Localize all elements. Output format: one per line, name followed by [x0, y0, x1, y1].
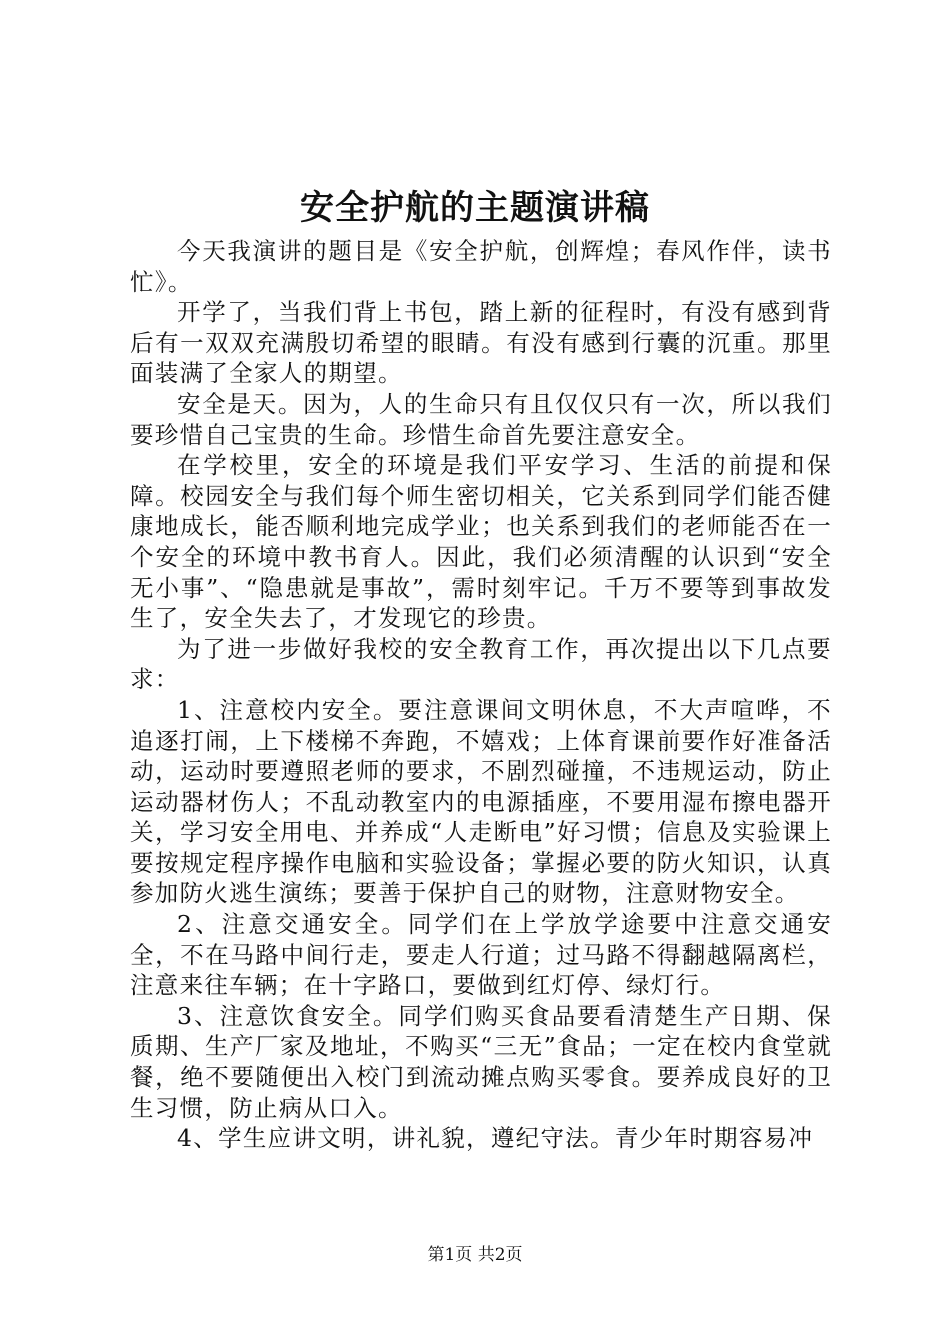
paragraph-6: 1、注意校内安全。要注意课间文明休息，不大声喧哗，不追逐打闹，上下楼梯不奔跑，不嬉戏；上体育课前要作好准备活动，运动时要遵照老师的要求，不剧烈碰撞，不违规运动，防止运动器材伤人；不乱动教室内的电源插座，不要用湿布擦电器开关，学习安全用电、并养成“人走断电”好习惯；信息及实验课上要按规定程序操作电脑和实验设备；掌握必要的防火知识，认真参加防火逃生演练；要善于保护自己的财物，注意财物安全。 [130, 695, 832, 908]
paragraph-1: 今天我演讲的题目是《安全护航，创辉煌；春风作伴，读书忙》。 [130, 237, 832, 296]
paragraph-7: 2、注意交通安全。同学们在上学放学途要中注意交通安全，不在马路中间行走，要走人行道；过马路不得翻越隔离栏，注意来往车辆；在十字路口，要做到红灯停、绿灯行。 [130, 910, 832, 1000]
paragraph-9: 4、学生应讲文明，讲礼貌，遵纪守法。青少年时期容易冲 [177, 1124, 814, 1153]
paragraph-8: 3、注意饮食安全。同学们购买食品要看清楚生产日期、保质期、生产厂家及地址，不购买“三无”食品；一定在校内食堂就餐，绝不要随便出入校门到流动摊点购买零食。要养成良好的卫生习惯，防止病从口入。 [130, 1001, 832, 1122]
paragraph-5: 为了进一步做好我校的安全教育工作，再次提出以下几点要求： [130, 634, 832, 694]
paragraph-4: 在学校里，安全的环境是我们平安学习、生活的前提和保障。校园安全与我们每个师生密切相关，它关系到同学们能否健康地成长，能否顺利地完成学业；也关系到我们的老师能否在一个安全的环境中教书育人。因此，我们必须清醒的认识到“安全无小事”、“隐患就是事故”，需时刻牢记。千万不要等到事故发生了，安全失去了，才发现它的珍贵。 [130, 451, 832, 633]
page-footer: 第1页 共2页 [427, 1245, 523, 1265]
paragraph-2: 开学了，当我们背上书包，踏上新的征程时，有没有感到背后有一双双充满殷切希望的眼睛。有没有感到行囊的沉重。那里面装满了全家人的期望。 [130, 298, 832, 388]
document-body [130, 236, 832, 1154]
document-title: 安全护航的主题演讲稿 [300, 188, 650, 228]
paragraph-3: 安全是天。因为，人的生命只有且仅仅只有一次，所以我们要珍惜自己宝贵的生命。珍惜生命首先要注意安全。 [130, 389, 832, 449]
